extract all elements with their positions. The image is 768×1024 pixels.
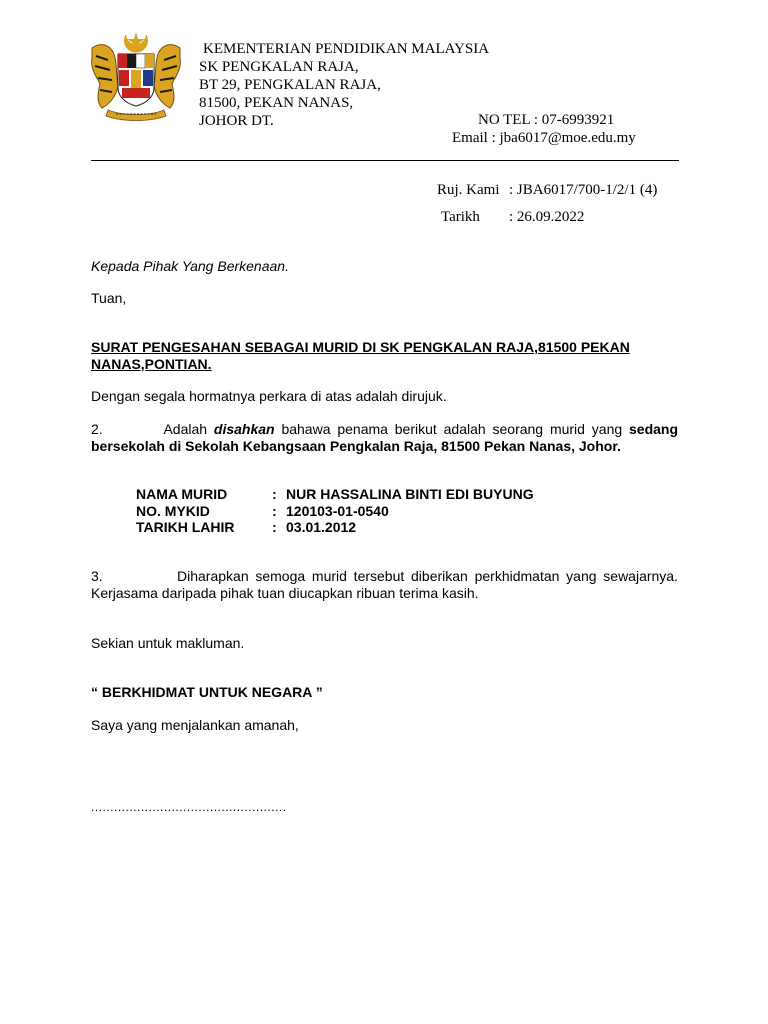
motto: “ BERKHIDMAT UNTUK NEGARA ”	[91, 684, 323, 700]
paragraph-2-text-a: Adalah	[163, 421, 208, 437]
paragraph-2-emphasis: disahkan	[213, 421, 275, 437]
detail-row-mykid	[136, 503, 534, 520]
paragraph-3-line-1	[91, 568, 678, 585]
date-value: : 26.09.2022	[509, 209, 585, 225]
address-line-2: 81500, PEKAN NANAS,	[199, 95, 354, 111]
email-address: Email : jba6017@moe.edu.my	[452, 130, 636, 146]
paragraph-2-bold-a: sedang	[629, 421, 679, 437]
detail-row-name	[136, 486, 534, 503]
student-details	[136, 486, 534, 536]
salutation: Tuan,	[91, 290, 127, 306]
paragraph-3-number: 3.	[91, 568, 103, 584]
letter-subject: SURAT PENGESAHAN SEBAGAI MURID DI SK PENGKALAN RAJA,81500 PEKAN NANAS,PONTIAN.	[91, 339, 630, 372]
paragraph-2-line-2: bersekolah di Sekolah Kebangsaan Pengkalan Raja, 81500 Pekan Nanas, Johor.	[91, 438, 621, 454]
detail-separator: :	[272, 519, 277, 535]
ministry-name: KEMENTERIAN PENDIDIKAN MALAYSIA	[203, 41, 490, 57]
telephone-number: NO TEL : 07-6993921	[478, 112, 615, 128]
detail-separator: :	[272, 502, 277, 519]
malaysia-coat-of-arms-icon	[86, 30, 186, 122]
paragraph-3-text: Diharapkan semoga murid tersebut diberikan perkhidmatan yang sewajarnya.	[177, 568, 678, 584]
address-line-1: BT 29, PENGKALAN RAJA,	[199, 77, 381, 93]
paragraph-2-text-b: bahawa penama berikut adalah seorang murid yang	[281, 421, 623, 437]
paragraph-2-number: 2.	[91, 421, 103, 437]
address-line-3: JOHOR DT.	[199, 113, 274, 129]
school-address-block	[199, 40, 489, 130]
school-name: SK PENGKALAN RAJA,	[199, 59, 359, 75]
paragraph-3-line-2: Kerjasama daripada pihak tuan diucapkan ribuan terima kasih.	[91, 585, 479, 601]
detail-label: NAMA MURID	[136, 486, 228, 502]
detail-value: 120103-01-0540	[286, 502, 389, 519]
detail-row-birthdate	[136, 519, 534, 536]
detail-label: TARIKH LAHIR	[136, 519, 235, 535]
signature-line: ...................................................	[91, 800, 287, 814]
detail-value: 03.01.2012	[286, 519, 357, 535]
detail-separator: :	[272, 486, 277, 502]
opening-paragraph: Dengan segala hormatnya perkara di atas adalah dirujuk.	[91, 388, 447, 404]
our-ref-value: : JBA6017/700-1/2/1 (4)	[509, 182, 658, 198]
header-divider	[91, 160, 679, 161]
detail-label: NO. MYKID	[136, 502, 210, 519]
closing-line: Sekian untuk makluman.	[91, 635, 245, 651]
detail-value: NUR HASSALINA BINTI EDI BUYUNG	[286, 486, 534, 502]
recipient-line: Kepada Pihak Yang Berkenaan.	[91, 258, 289, 274]
date-label: Tarikh	[441, 209, 480, 225]
paragraph-2-line-1	[91, 421, 678, 438]
our-ref-label: Ruj. Kami	[437, 182, 500, 198]
sign-off: Saya yang menjalankan amanah,	[91, 717, 299, 733]
